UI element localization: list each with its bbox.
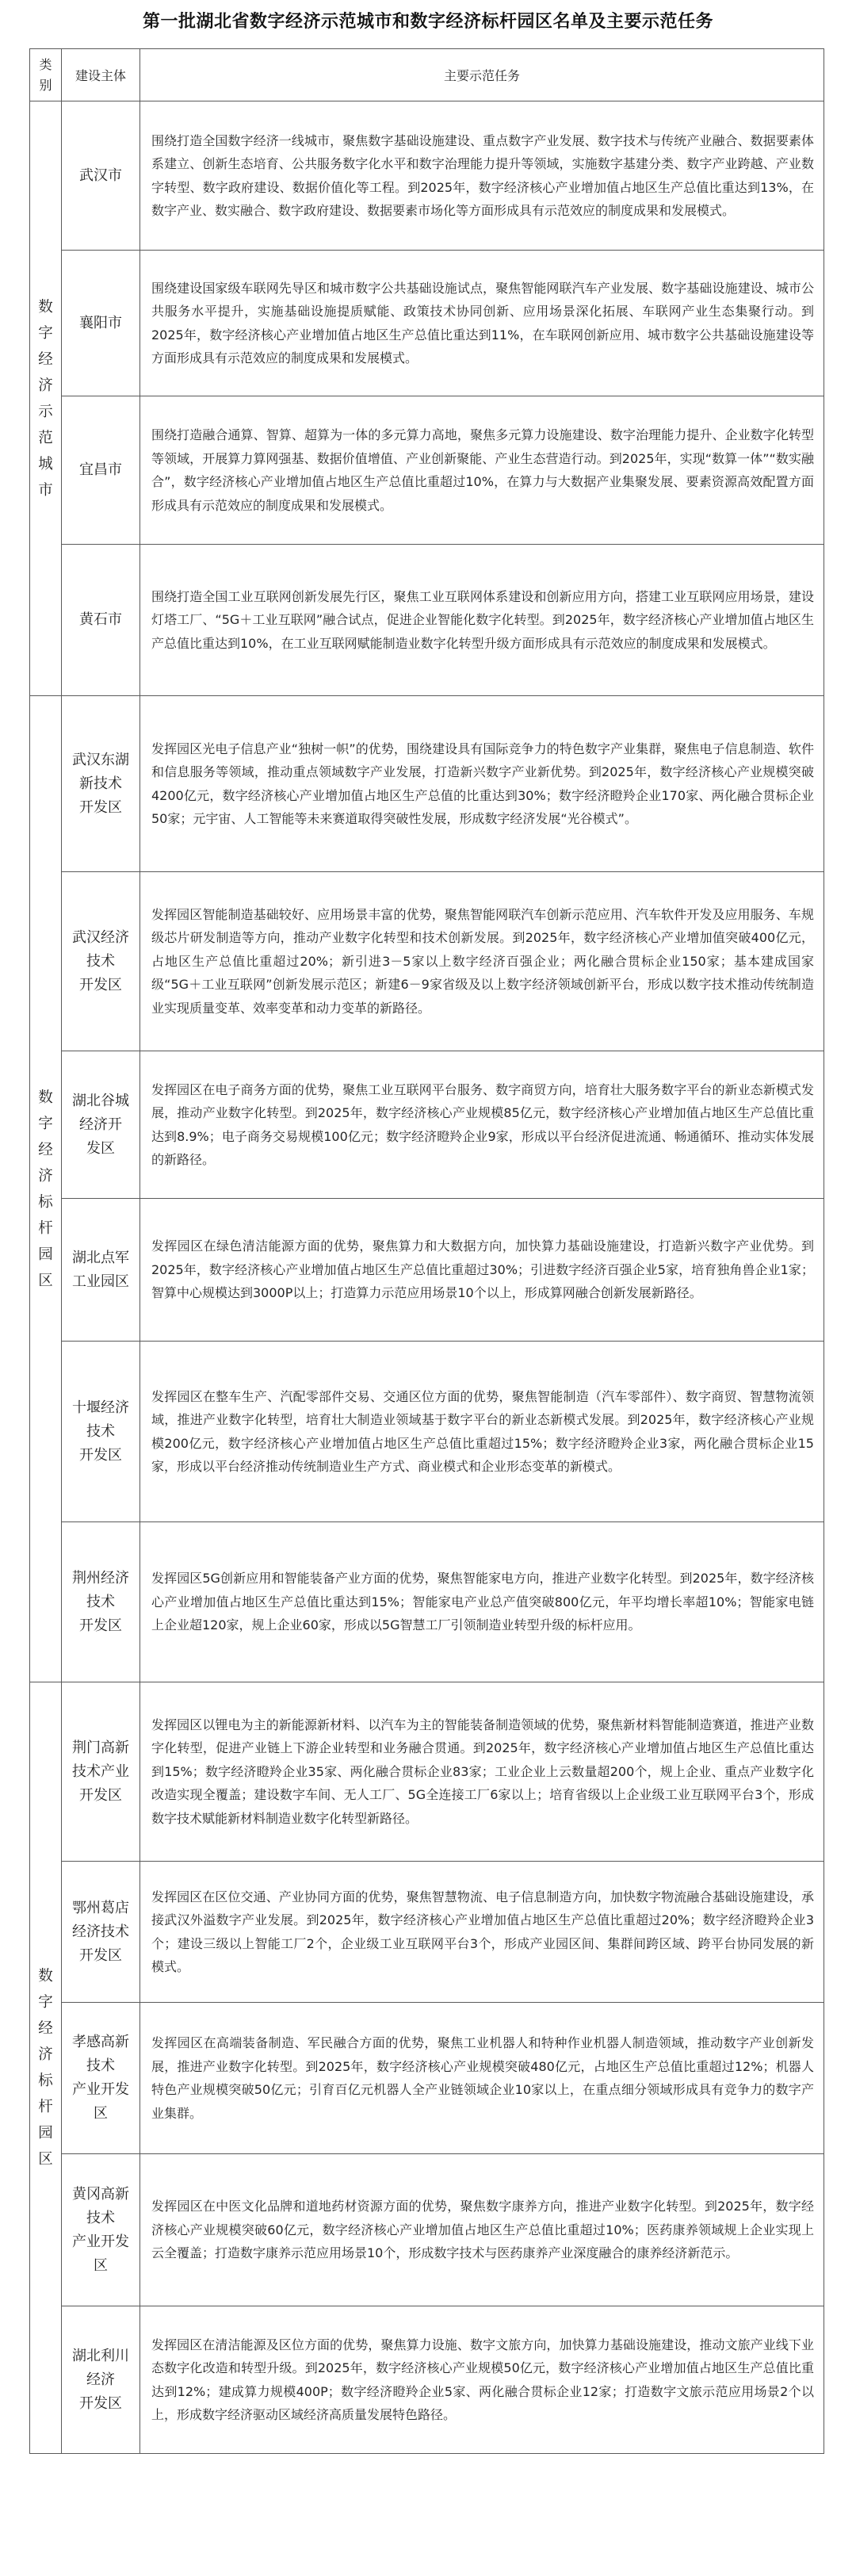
entity-name: 湖北点军 工业园区 — [72, 1249, 129, 1290]
entity-name: 湖北利川 经济 开发区 — [72, 2347, 129, 2412]
task-description: 围绕打造全国数字经济一线城市，聚焦数字基础设施建设、重点数字产业发展、数字技术与传统产业融合、数据要素体系建立、创新生态培育、公共服务数字化水平和数字治理能力提升等领域，实施数字基建分类、数字产业跨越、产业数字转型、数字政府建设、数据价值化等工程。到2025年，数字经济核心产业增加值占地区生产总值比重达到13%，在数字产业、数实融合、数字政府建设、数据要素市场化等方面形成具有示范效应的制度成果和发展模式。 — [140, 101, 824, 251]
entity-name: 十堰经济 技术 开发区 — [72, 1399, 129, 1464]
entity-name-cell — [62, 396, 140, 545]
entity-name-cell — [62, 1199, 140, 1342]
table-row — [30, 1342, 824, 1522]
entity-name: 武汉经济 技术 开发区 — [72, 928, 129, 993]
entity-name-cell — [62, 251, 140, 396]
entity-name: 荆州经济 技术 开发区 — [72, 1569, 129, 1634]
entity-name-cell — [62, 696, 140, 872]
category-cell — [30, 696, 62, 1682]
table-row — [30, 1682, 824, 1862]
task-description: 发挥园区在中医文化品牌和道地药材资源方面的优势，聚焦数字康养方向，推进产业数字化转型。到2025年，数字经济核心产业规模突破60亿元，数字经济核心产业增加值占地区生产总值比重超过10%；医药康养领域规上企业实现上云全覆盖；打造数字康养示范应用场景10个，形成数字技术与医药康养产业深度融合的康养经济新范示。 — [140, 2154, 824, 2306]
entity-name: 孝感高新 技术 产业开发 区 — [72, 2034, 129, 2122]
entity-name-cell — [62, 2003, 140, 2154]
table-row — [30, 396, 824, 545]
category-label: 数字经济示范城市 — [38, 298, 53, 499]
table-row — [30, 2003, 824, 2154]
entity-name-cell — [62, 1682, 140, 1862]
task-description: 发挥园区5G创新应用和智能装备产业方面的优势，聚焦智能家电方向，推进产业数字化转型。到2025年，数字经济核心产业增加值占地区生产总值比重达到15%；智能家电产业总产值突破800亿元，年平均增长率超10%；智能家电链上企业超120家，规上企业60家，形成以5G智慧工厂引领制造业转型升级的标杆应用。 — [140, 1522, 824, 1682]
table-row — [30, 1199, 824, 1342]
header-task: 主要示范任务 — [140, 49, 824, 101]
entity-name: 黄石市 — [79, 611, 122, 628]
entity-name: 武汉东湖 新技术 开发区 — [72, 751, 129, 816]
table-row — [30, 1862, 824, 2003]
table-row — [30, 696, 824, 872]
task-description: 发挥园区在绿色清洁能源方面的优势，聚焦算力和大数据方向，加快算力基础设施建设，打造新兴数字产业优势。到2025年，数字经济核心产业增加值占地区生产总值比重超过30%；引进数字经济百强企业5家，培育独角兽企业1家；智算中心规模达到3000P以上；打造算力示范应用场景10个以上，形成算网融合创新发展新路径。 — [140, 1199, 824, 1342]
task-description: 发挥园区在清洁能源及区位方面的优势，聚焦算力设施、数字文旅方向，加快算力基础设施建设，推动文旅产业线下业态数字化改造和转型升级。到2025年，数字经济核心产业规模50亿元，数字经济核心产业增加值占地区生产总值比重达到12%；建成算力规模400P；数字经济瞪羚企业5家、两化融合贯标企业12家；打造数字文旅示范应用场景2个以上，形成数字经济驱动区域经济高质量发展特色路径。 — [140, 2306, 824, 2454]
task-description: 发挥园区智能制造基础较好、应用场景丰富的优势，聚焦智能网联汽车创新示范应用、汽车软件开发及应用服务、车规级芯片研发制造等方向，推动产业数字化转型和技术创新发展。到2025年，数字经济核心产业增加值突破400亿元，占地区生产总值比重超过20%；新引进3－5家以上数字经济百强企业；两化融合贯标企业150家；基本建成国家级“5G＋工业互联网”创新发展示范区；新建6－9家省级及以上数字经济领域创新平台，形成以数字技术推动传统制造业实现质量变革、效率变革和动力变革的新路径。 — [140, 872, 824, 1051]
entity-name-cell — [62, 2154, 140, 2306]
task-description: 围绕建设国家级车联网先导区和城市数字公共基础设施试点，聚焦智能网联汽车产业发展、数字基础设施建设、城市公共服务水平提升，实施基础设施提质赋能、政策技术协同创新、应用场景深化拓展、车联网产业生态集聚行动。到2025年，数字经济核心产业增加值占地区生产总值比重达到11%，在车联网创新应用、城市数字公共基础设施建设等方面形成具有示范效应的制度成果和发展模式。 — [140, 251, 824, 396]
entity-name: 武汉市 — [79, 167, 122, 184]
entity-name: 黄冈高新 技术 产业开发 区 — [72, 2185, 129, 2274]
entity-name: 宜昌市 — [79, 461, 122, 478]
task-description: 发挥园区在高端装备制造、军民融合方面的优势，聚焦工业机器人和特种作业机器人制造领域，推动数字产业创新发展，推进产业数字化转型。到2025年，数字经济核心产业规模突破480亿元，占地区生产总值比重超过12%；机器人特色产业规模突破50亿元；引育百亿元机器人全产业链领域企业10家以上，在重点细分领域形成具有竞争力的数字产业集群。 — [140, 2003, 824, 2154]
task-description: 发挥园区在整车生产、汽配零部件交易、交通区位方面的优势，聚焦智能制造（汽车零部件）、数字商贸、智慧物流领域，推进产业数字化转型，培育壮大制造业领域基于数字平台的新业态新模式发展。到2025年，数字经济核心产业规模200亿元，数字经济核心产业增加值占地区生产总值比重超过15%；数字经济瞪羚企业3家，两化融合贯标企业15家，形成以平台经济推动传统制造业生产方式、商业模式和企业形态变革的新模式。 — [140, 1342, 824, 1522]
category-cell — [30, 101, 62, 696]
entity-name: 襄阳市 — [79, 314, 122, 331]
header-category: 类别 — [30, 49, 62, 101]
table-row — [30, 251, 824, 396]
entity-name-cell — [62, 2306, 140, 2454]
table-row — [30, 101, 824, 251]
table-row — [30, 2154, 824, 2306]
task-description: 发挥园区光电子信息产业“独树一帜”的优势，围绕建设具有国际竞争力的特色数字产业集群，聚焦电子信息制造、软件和信息服务等领域，推动重点领域数字产业发展，打造新兴数字产业新优势。到2025年，数字经济核心产业规模突破4200亿元，数字经济核心产业增加值占地区生产总值的比重达到30%；数字经济瞪羚企业170家、两化融合贯标企业50家；元宇宙、人工智能等未来赛道取得突破性发展，形成数字经济发展“光谷模式”。 — [140, 696, 824, 872]
demonstration-table — [29, 48, 824, 2454]
task-description: 围绕打造融合通算、智算、超算为一体的多元算力高地，聚焦多元算力设施建设、数字治理能力提升、企业数字化转型等领域，开展算力算网强基、数据价值增值、产业创新聚能、产业生态营造行动。到2025年，实现“数算一体”“数实融合”，数字经济核心产业增加值占地区生产总值比重超过10%，在算力与大数据产业集聚发展、要素资源高效配置方面形成具有示范效应的制度成果和发展模式。 — [140, 396, 824, 545]
table-row — [30, 2306, 824, 2454]
task-description: 发挥园区以锂电为主的新能源新材料、以汽车为主的智能装备制造领域的优势，聚焦新材料智能制造赛道，推进产业数字化转型，促进产业链上下游企业转型和业务融合贯通。到2025年，数字经济核心产业增加值占地区生产总值比重达到15%；数字经济瞪羚企业35家、两化融合贯标企业83家；工业企业上云数量超200个，规上企业、重点产业数字化改造实现全覆盖；建设数字车间、无人工厂、5G全连接工厂6家以上；培育省级以上企业级工业互联网平台3个，形成数字技术赋能新材料制造业数字化转型新路径。 — [140, 1682, 824, 1862]
table-row — [30, 1522, 824, 1682]
category-label: 数字经济标杆园区 — [38, 1089, 53, 1289]
category-cell — [30, 1682, 62, 2454]
entity-name: 湖北谷城 经济开 发区 — [72, 1092, 129, 1157]
table-row — [30, 545, 824, 696]
entity-name-cell — [62, 101, 140, 251]
task-description: 发挥园区在区位交通、产业协同方面的优势，聚焦智慧物流、电子信息制造方向，加快数字物流融合基础设施建设，承接武汉外溢数字产业发展。到2025年，数字经济核心产业增加值占地区生产总值比重超过20%；数字经济瞪羚企业3个；建设三级以上智能工厂2个，企业级工业互联网平台3个，形成产业园区间、集群间跨区域、跨平台协同发展的新模式。 — [140, 1862, 824, 2003]
table-row — [30, 1051, 824, 1199]
page-title: 第一批湖北省数字经济示范城市和数字经济标杆园区名单及主要示范任务 — [142, 11, 713, 32]
entity-name-cell — [62, 545, 140, 696]
table-row — [30, 872, 824, 1051]
task-description: 围绕打造全国工业互联网创新发展先行区，聚焦工业互联网体系建设和创新应用方向，搭建工业互联网应用场景，建设灯塔工厂、“5G＋工业互联网”融合试点，促进企业智能化数字化转型。到2025年，数字经济核心产业增加值占地区生产总值比重达到10%，在工业互联网赋能制造业数字化转型升级方面形成具有示范效应的制度成果和发展模式。 — [140, 545, 824, 696]
entity-name-cell — [62, 872, 140, 1051]
entity-name-cell — [62, 1522, 140, 1682]
entity-name: 荆门高新 技术产业 开发区 — [72, 1739, 129, 1804]
entity-name-cell — [62, 1862, 140, 2003]
category-label: 数字经济标杆园区 — [38, 1968, 53, 2168]
task-description: 发挥园区在电子商务方面的优势，聚焦工业互联网平台服务、数字商贸方向，培育壮大服务数字平台的新业态新模式发展，推动产业数字化转型。到2025年，数字经济核心产业规模85亿元，数字经济核心产业增加值占地区生产总值比重达到8.9%；电子商务交易规模100亿元；数字经济瞪羚企业9家，形成以平台经济促进流通、畅通循环、推动实体发展的新路径。 — [140, 1051, 824, 1199]
header-entity: 建设主体 — [62, 49, 140, 101]
table-header-row — [30, 49, 824, 101]
entity-name-cell — [62, 1342, 140, 1522]
entity-name: 鄂州葛店 经济技术 开发区 — [72, 1899, 129, 1964]
entity-name-cell — [62, 1051, 140, 1199]
